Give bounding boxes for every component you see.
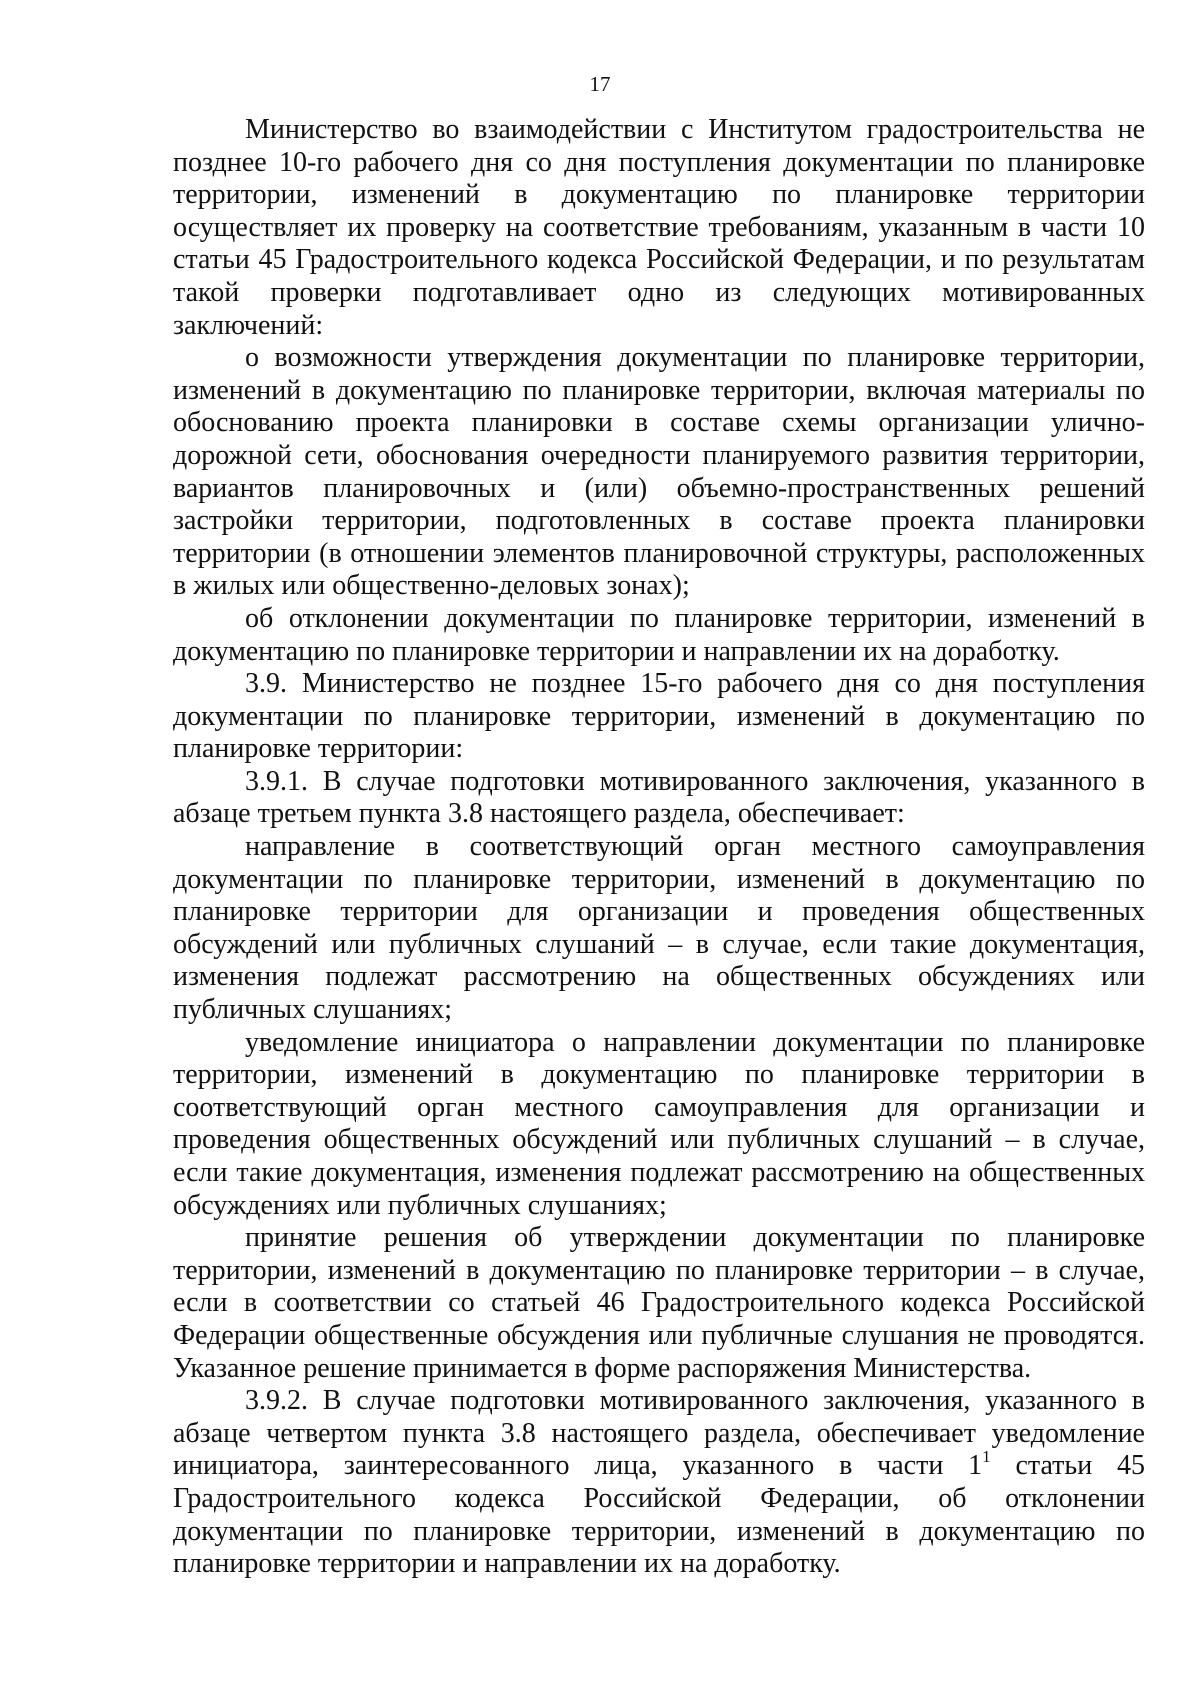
document-body xyxy=(173,114,1145,1581)
paragraph-ministry-review: Министерство во взаимодействии с Институтом градостроительства не позднее 10-го рабочего дня со дня поступления документации по планировке территории, изменений в документацию по планировке территории осуществляет их проверку на соответствие требованиям, указанным в части 10 статьи 45 Градостроительного кодекса Российской Федерации, и по результатам такой проверки подготавливает одно из следующих мотивированных заключений: xyxy=(173,114,1145,341)
paragraph-3-9-2-text-end: статьи 45 Градостроительного кодекса Российской Федерации, об отклонении документации по планировке территории, изменений в документацию по планировке территории и направлении их на доработку. xyxy=(173,1450,1145,1580)
paragraph-approval-possibility: о возможности утверждения документации по планировке территории, изменений в документацию по планировке территории, включая материалы по обоснованию проекта планировки в составе схемы организации улично-дорожной сети, обоснования очередности планируемого развития территории, вариантов планировочных и (или) объемно-пространственных решений застройки территории, подготовленных в составе проекта планировки территории (в отношении элементов планировочной структуры, расположенных в жилых или общественно-деловых зонах); xyxy=(173,342,1145,602)
paragraph-initiator-notification: уведомление инициатора о направлении документации по планировке территории, изменений в документацию по планировке территории в соответствующий орган местного самоуправления для организации и проведения общественных обсуждений или публичных слушаний – в случае, если такие документация, изменения подлежат рассмотрению на общественных обсуждениях или публичных слушаниях; xyxy=(173,1026,1145,1221)
paragraph-3-9-1: 3.9.1. В случае подготовки мотивированного заключения, указанного в абзаце третьем пункта 3.8 настоящего раздела, обеспечивает: xyxy=(173,765,1145,830)
paragraph-rejection: об отклонении документации по планировке территории, изменений в документацию по планировке территории и направлении их на доработку. xyxy=(173,602,1145,667)
paragraph-3-9-2 xyxy=(173,1385,1145,1581)
paragraph-referral-to-local-authority: направление в соответствующий орган местного самоуправления документации по планировке территории, изменений в документацию по планировке территории для организации и проведения общественных обсуждений или публичных слушаний – в случае, если такие документация, изменения подлежат рассмотрению на общественных обсуждениях или публичных слушаниях; xyxy=(173,831,1145,1026)
paragraph-3-9-2-text-start: 3.9.2. В случае подготовки мотивированного заключения, указанного в абзаце четвертом пункта 3.8 настоящего раздела, обеспечивает уведомление инициатора, заинтересованного лица, указанного в части 1 xyxy=(173,1385,1145,1482)
page-number: 17 xyxy=(589,72,611,96)
superscript-marker: 1 xyxy=(982,1447,991,1467)
paragraph-3-9: 3.9. Министерство не позднее 15-го рабочего дня со дня поступления документации по планировке территории, изменений в документацию по планировке территории: xyxy=(173,668,1145,765)
paragraph-approval-decision: принятие решения об утверждении документации по планировке территории, изменений в документацию по планировке территории – в случае, если в соответствии со статьей 46 Градостроительного кодекса Российской Федерации общественные обсуждения или публичные слушания не проводятся. Указанное решение принимается в форме распоряжения Министерства. xyxy=(173,1222,1145,1384)
